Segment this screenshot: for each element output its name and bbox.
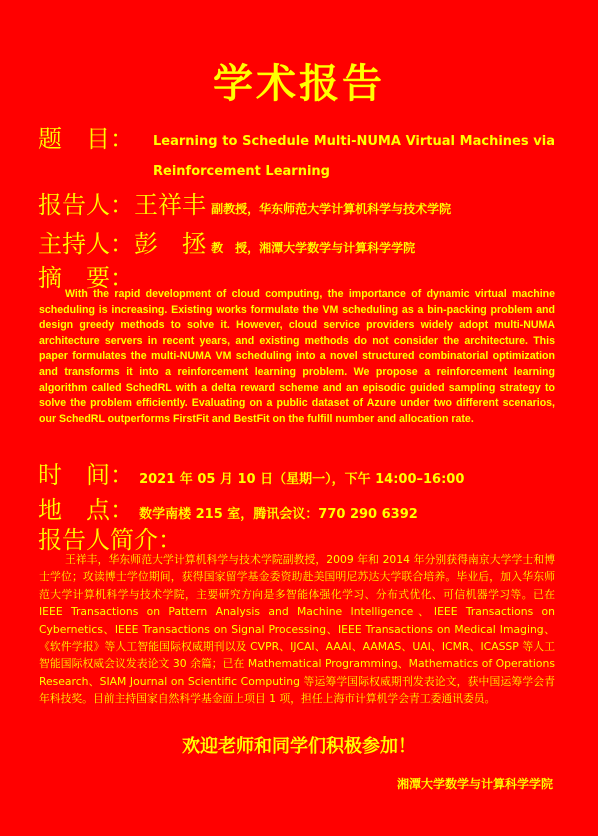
time-value: 2021 年 05 月 10 日（星期一），下午 14:00–16:00 <box>139 472 465 487</box>
poster-title: 学术报告 <box>213 61 385 107</box>
welcome-text: 欢迎老师和同学们积极参加！ <box>182 736 416 757</box>
organizer: 湘潭大学数学与计算科学学院 <box>396 777 553 791</box>
host-info: 教 授，湘潭大学数学与计算科学学院 <box>211 241 416 255</box>
place-value: 数学南楼 215 室，腾讯会议：770 290 6392 <box>139 507 418 522</box>
host-line <box>38 224 415 259</box>
abstract-text: With the rapid development of cloud computing, the importance of dynamic virtual machine scheduling is increasing. Existing works formulate the VM scheduling as a bin-packing problem and design greedy methods to solve it. However, cloud service providers widely adopt multi-NUMA architecture servers in recent years, and existing methods do not consider the architecture. This paper formulates the multi-NUMA VM scheduling into a novel structured combinatorial optimization and transforms it into a reinforcement learning problem. We propose a reinforcement learning algorithm called SchedRL with a delta reward scheme and an episodic guided sampling strategy to solve the problem efficiently. Evaluating on a public dataset of Azure under two different scenarios, our SchedRL outperforms FirstFit and BestFit on the fulfill number and allocation rate. <box>39 288 555 425</box>
reporter-line <box>38 185 451 220</box>
topic-text: Learning to Schedule Multi-NUMA Virtual Machines via Reinforcement Learning <box>153 134 555 179</box>
bio-label: 报告人简介： <box>38 526 182 554</box>
place-label: 地 点： <box>38 496 134 524</box>
reporter-name: 王祥丰 <box>134 191 206 219</box>
bio-text: 王祥丰，华东师范大学计算机科学与技术学院副教授，2009 年和 2014 年分别获得南京大学学士和博士学位；攻读博士学位期间，获得国家留学基金委资助赴美国明尼苏达大学联合培养。毕业后，加入华东师范大学计算机科学与技术学院，主要研究方向是多智能体强化学习、分布式优化、可信机器学习等。已在 IEEE Transactions on Pattern Analysis and Machine Intelligence、IEEE Transactions on Cybernetics、IEEE Transactions on Signal Processing、IEEE Transactions on Medical Imaging、《软件学报》等人工智能国际权威期刊以及 CVPR、IJCAI、AAAI、AAMAS、UAI、ICMR、ICASSP 等人工智能国际权威会议发表论文 30 余篇；已在 Mathematical Programming、Mathematics of Operations Research、SIAM Journal on Scientific Computing 等运筹学国际权威期刊发表论文，获中国运筹学会青年科技奖。目前主持国家自然科学基金面上项目 1 项，担任上海市计算机学会青工委通讯委员。 <box>39 553 555 706</box>
host-name: 彭 拯 <box>134 230 206 258</box>
abstract-label: 摘 要： <box>38 264 134 292</box>
time-label: 时 间： <box>38 461 134 489</box>
time-line <box>38 455 464 490</box>
reporter-label: 报告人： <box>38 191 134 219</box>
topic-label: 题 目： <box>38 125 134 153</box>
reporter-info: 副教授，华东师范大学计算机科学与技术学院 <box>211 202 452 216</box>
host-label: 主持人： <box>38 230 134 258</box>
